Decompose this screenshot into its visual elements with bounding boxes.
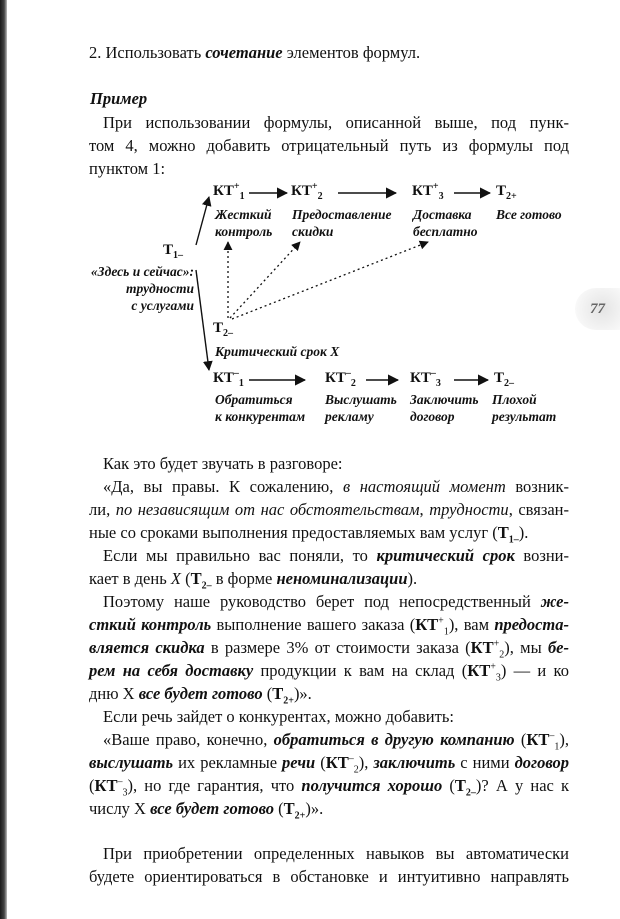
p3-line-4: рем на себя доставку продукции к вам на склад $(КТ^+_3)$ — и ко	[89, 661, 569, 684]
heading-emphasis: сочетание	[205, 43, 283, 62]
intro-line-3: пунктом 1:	[89, 159, 166, 178]
t1-label-line-3: с услугами	[131, 298, 194, 313]
arrow-t1-top	[196, 197, 209, 245]
p2-line-2: кает в день Х ($Т_{2-}$ в форме неноминализации).	[89, 569, 418, 592]
closing-line-1: При приобретении определенных навыков вы автоматически	[103, 844, 569, 863]
node-kt2-plus-label: Предоставление скидки	[292, 207, 392, 239]
p5-line-4: числу Х все будет готово $(Т_{2+})$».	[89, 799, 324, 822]
p5-line-2: выслушать их рекламные речи $(КТ^-_2)$, заключить с ними договор	[89, 753, 569, 776]
arrow-t1-bottom	[196, 270, 209, 370]
node-kt2-minus: $КТ^-_2$	[325, 368, 356, 389]
p4-line: Если речь зайдет о конкурентах, можно добавить:	[103, 707, 454, 726]
node-kt1-plus-label: Жесткий контроль	[215, 207, 273, 239]
example-title: Пример	[90, 89, 148, 108]
node-t2-minus-result-label: Плохой результат	[492, 392, 557, 424]
node-t1-minus: $Т_{1-}$	[163, 242, 184, 261]
node-kt3-plus: $КТ^+_3$	[412, 181, 444, 202]
t1-label-line-1: «Здесь и сейчас»:	[90, 264, 194, 279]
page-binding-edge	[0, 0, 7, 919]
dotted-arrow-to-kt3p	[232, 242, 428, 319]
node-t2-plus: $Т_{2+}$	[496, 183, 517, 202]
node-kt3-minus: $КТ^-_3$	[410, 368, 441, 389]
heading-number: 2. Использовать	[89, 43, 206, 62]
p1-line-1: «Да, вы правы. К сожалению, в настоящий момент возник-	[103, 477, 569, 496]
p3-line-3: вляется скидка в размере 3% от стоимости заказа $(КТ^+_2)$, мы бе-	[89, 638, 569, 661]
p1-line-3: ные со сроками выполнения предоставляемых вам услуг $(Т_{1-})$.	[89, 523, 529, 546]
node-kt3-minus-label: Заключить договор	[410, 392, 479, 424]
closing-line-2: будете ориентироваться в обстановке и интуитивно направлять	[89, 867, 569, 886]
formula-diagram	[0, 170, 620, 440]
node-t2-plus-label: Все готово	[496, 207, 562, 222]
node-kt2-plus: $КТ^+_2$	[291, 181, 323, 202]
p3-line-2: сткий контроль выполнение вашего заказа $(КТ^+_1)$, вам предоста-	[89, 615, 569, 638]
section-heading	[89, 41, 420, 65]
page-number: 77	[575, 288, 620, 330]
heading-rest: элементов формул.	[282, 43, 421, 62]
node-t1-label	[62, 263, 194, 314]
node-t2-critical-label: Критический срок Х	[215, 344, 340, 359]
p3-line-1: Поэтому наше руководство берет под непосредственный же-	[103, 592, 569, 611]
t1-label-line-2: трудности	[126, 281, 194, 296]
node-kt1-minus-label: Обратиться к конкурентам	[215, 392, 306, 424]
p5-line-1: «Ваше право, конечно, обратиться в другую компанию $(КТ^-_1)$,	[103, 730, 569, 753]
node-t2-minus-critical: $Т_{2-}$	[213, 320, 234, 339]
node-t2-minus-result: $Т_{2-}$	[494, 370, 515, 389]
node-kt2-minus-label: Выслушать рекламу	[325, 392, 397, 424]
p5-line-3: $(КТ^-_3)$, но где гарантия, что получится хорошо $(Т_{2-})$? А у нас к	[89, 776, 570, 799]
p3-line-5: дню Х все будет готово $(Т_{2+})$».	[89, 684, 312, 707]
node-kt1-minus: $КТ^-_1$	[213, 368, 244, 389]
node-kt1-plus: $КТ^+_1$	[213, 181, 245, 202]
conversation-intro: Как это будет звучать в разговоре:	[103, 454, 343, 473]
p2-line-1: Если мы правильно вас поняли, то критический срок возни-	[103, 546, 570, 565]
intro-line-1: При использовании формулы, описанной выше, под пунк-	[103, 113, 569, 132]
intro-line-2: том 4, можно добавить отрицательный путь из формулы под	[89, 136, 569, 155]
node-kt3-plus-label: Доставка бесплатно	[413, 207, 478, 239]
p1-line-2: ли, по независящим от нас обстоятельствам, трудности, связан-	[89, 500, 569, 519]
